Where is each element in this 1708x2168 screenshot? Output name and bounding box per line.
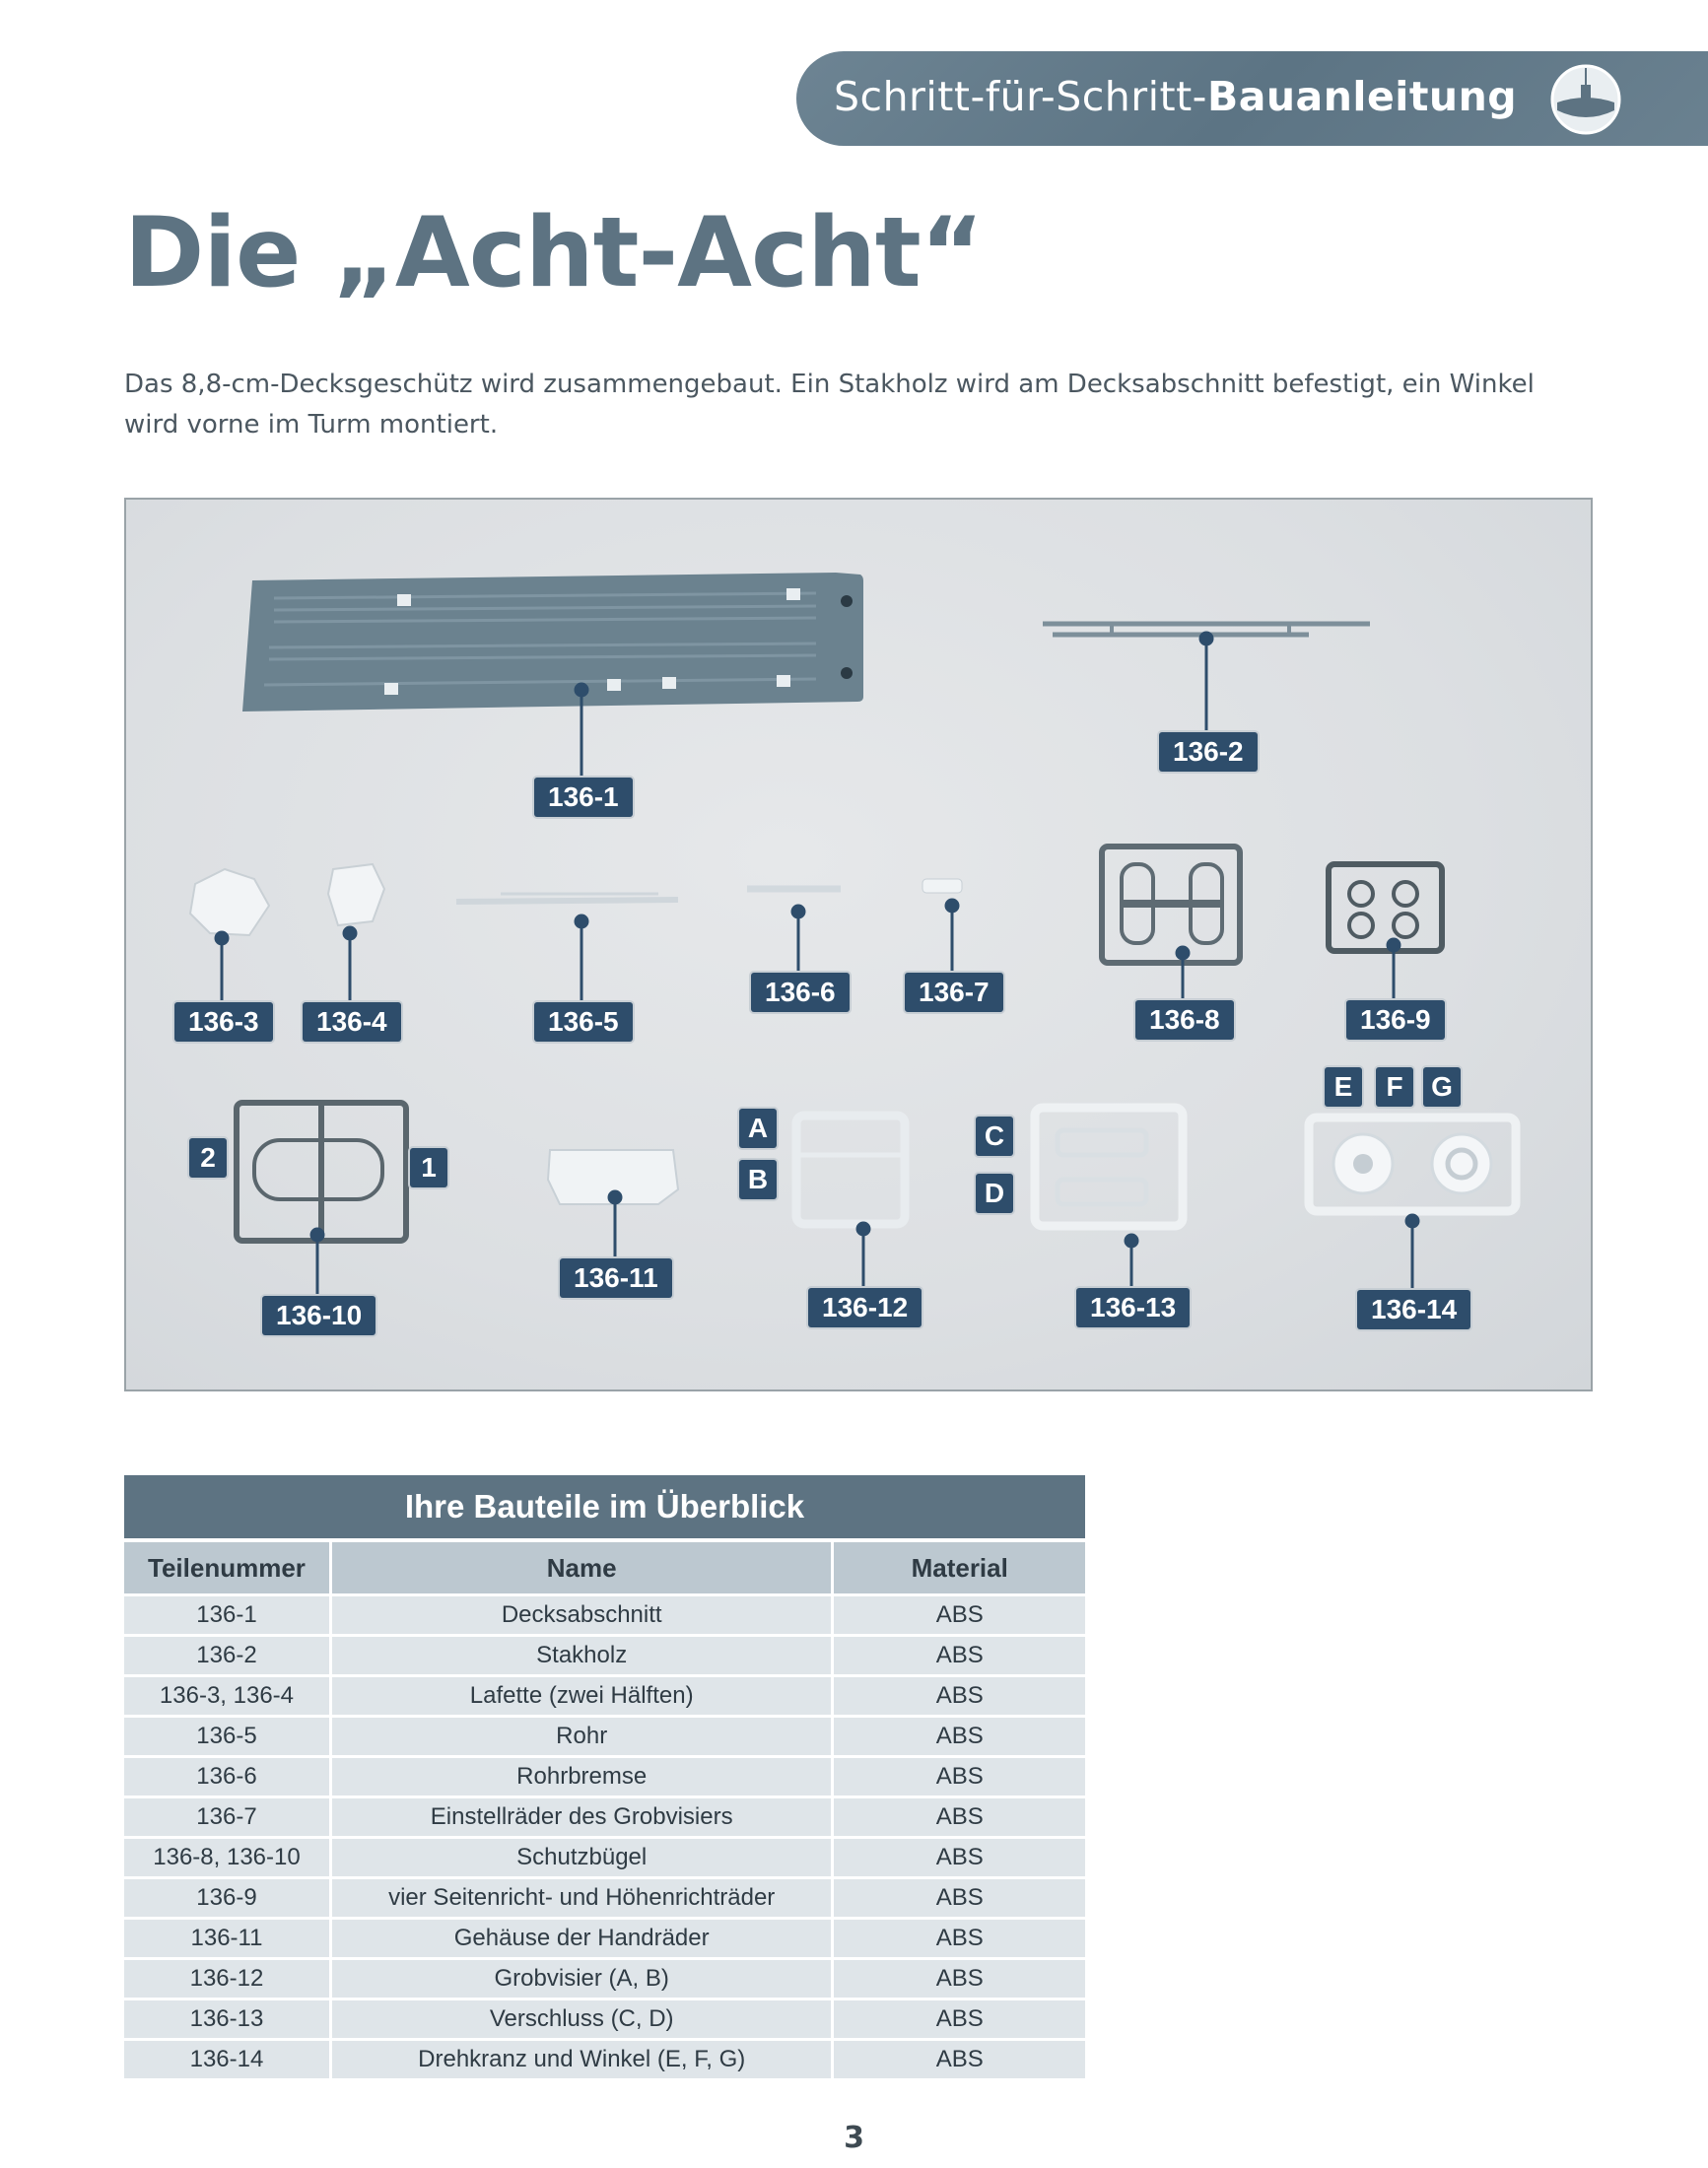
table-row (124, 1715, 1085, 1755)
label-136-1: 136-1 (534, 778, 633, 817)
page-number: 3 (844, 2121, 864, 2155)
table-row (124, 1634, 1085, 1674)
cell-part-number: 136-3, 136-4 (124, 1674, 332, 1715)
cell-part-number: 136-9 (124, 1876, 332, 1917)
parts-photo (124, 498, 1593, 1391)
cell-part-number: 136-12 (124, 1957, 332, 1998)
cell-material: ABS (834, 1634, 1085, 1674)
cell-material: ABS (834, 1998, 1085, 2038)
label-136-4: 136-4 (303, 1002, 401, 1042)
section-title: Schritt-für-Schritt-Bauanleitung (834, 73, 1518, 120)
cell-material: ABS (834, 2038, 1085, 2078)
table-row (124, 1876, 1085, 1917)
table-title: Ihre Bauteile im Überblick (124, 1475, 1085, 1538)
label-136-5: 136-5 (534, 1002, 633, 1042)
cell-material: ABS (834, 1876, 1085, 1917)
letter-label-g: G (1423, 1067, 1461, 1107)
cell-part-number: 136-7 (124, 1795, 332, 1836)
part-136-1-deck-section (242, 573, 863, 711)
label-136-2: 136-2 (1159, 732, 1258, 772)
submarine-emblem-icon (1549, 63, 1622, 136)
letter-label-1: 1 (410, 1148, 447, 1187)
part-136-3-carriage (190, 864, 384, 935)
label-136-13: 136-13 (1076, 1288, 1190, 1327)
parts-illustration (126, 500, 1593, 1391)
letter-label-2: 2 (189, 1138, 227, 1178)
cell-part-number: 136-5 (124, 1715, 332, 1755)
part-136-5-barrel (456, 894, 678, 902)
table-row (124, 1593, 1085, 1634)
cell-name: Einstellräder des Grobvisiers (332, 1795, 834, 1836)
cell-name: Verschluss (C, D) (332, 1998, 834, 2038)
cell-part-number: 136-1 (124, 1593, 332, 1634)
cell-part-number: 136-8, 136-10 (124, 1836, 332, 1876)
letter-label-c: C (976, 1117, 1013, 1156)
cell-part-number: 136-11 (124, 1917, 332, 1957)
cell-material: ABS (834, 1795, 1085, 1836)
table-row (124, 1917, 1085, 1957)
cell-name: Schutzbügel (332, 1836, 834, 1876)
part-136-12-sprue (796, 1116, 905, 1224)
part-136-13-sprue (1035, 1108, 1183, 1226)
letter-label-b: B (739, 1160, 777, 1199)
cell-name: Lafette (zwei Hälften) (332, 1674, 834, 1715)
table-row (124, 1795, 1085, 1836)
letter-label-e: E (1325, 1067, 1362, 1107)
cell-name: Drehkranz und Winkel (E, F, G) (332, 2038, 834, 2078)
label-136-6: 136-6 (751, 973, 850, 1012)
cell-name: vier Seitenricht- und Höhenrichträder (332, 1876, 834, 1917)
cell-material: ABS (834, 1593, 1085, 1634)
cell-material: ABS (834, 1674, 1085, 1715)
column-header-material: Material (834, 1538, 1085, 1593)
table-row (124, 1755, 1085, 1795)
column-header-name: Name (332, 1538, 834, 1593)
table-row (124, 1957, 1085, 1998)
cell-name: Rohrbremse (332, 1755, 834, 1795)
cell-part-number: 136-14 (124, 2038, 332, 2078)
cell-material: ABS (834, 1917, 1085, 1957)
part-136-7-sight-wheels (922, 879, 962, 893)
part-136-14-sprue (1309, 1118, 1516, 1211)
cell-material: ABS (834, 1715, 1085, 1755)
label-136-9: 136-9 (1346, 1000, 1445, 1040)
cell-material: ABS (834, 1957, 1085, 1998)
label-136-8: 136-8 (1135, 1000, 1234, 1040)
table-header-row (124, 1538, 1085, 1593)
cell-material: ABS (834, 1755, 1085, 1795)
cell-name: Decksabschnitt (332, 1593, 834, 1634)
letter-label-f: F (1376, 1067, 1413, 1107)
page-title: Die „Acht-Acht“ (124, 197, 984, 309)
part-136-10-sprue (237, 1103, 406, 1241)
cell-name: Stakholz (332, 1634, 834, 1674)
cell-part-number: 136-2 (124, 1634, 332, 1674)
label-136-12: 136-12 (808, 1288, 922, 1327)
label-136-14: 136-14 (1357, 1290, 1470, 1329)
cell-name: Grobvisier (A, B) (332, 1957, 834, 1998)
cell-part-number: 136-13 (124, 1998, 332, 2038)
label-136-7: 136-7 (905, 973, 1003, 1012)
table-row (124, 1674, 1085, 1715)
intro-paragraph: Das 8,8-cm-Decksgeschütz wird zusammengebaut. Ein Stakholz wird am Decksabschnitt befestigt, ein Winkel wird vorne im Turm montiert. (124, 370, 1535, 440)
label-136-10: 136-10 (262, 1296, 376, 1335)
letter-label-a: A (739, 1109, 777, 1148)
cell-part-number: 136-6 (124, 1755, 332, 1795)
parts-overview-table (124, 1475, 1085, 2078)
cell-name: Gehäuse der Handräder (332, 1917, 834, 1957)
part-136-8-sprue (1102, 847, 1240, 963)
table-row (124, 1836, 1085, 1876)
part-136-9-sprue (1329, 864, 1442, 951)
letter-label-d: D (976, 1174, 1013, 1213)
table-row (124, 1998, 1085, 2038)
label-136-11: 136-11 (560, 1258, 672, 1298)
section-banner (796, 51, 1708, 146)
column-header-part-number: Teilenummer (124, 1538, 332, 1593)
cell-material: ABS (834, 1836, 1085, 1876)
table-row (124, 2038, 1085, 2078)
cell-name: Rohr (332, 1715, 834, 1755)
label-136-3: 136-3 (174, 1002, 273, 1042)
